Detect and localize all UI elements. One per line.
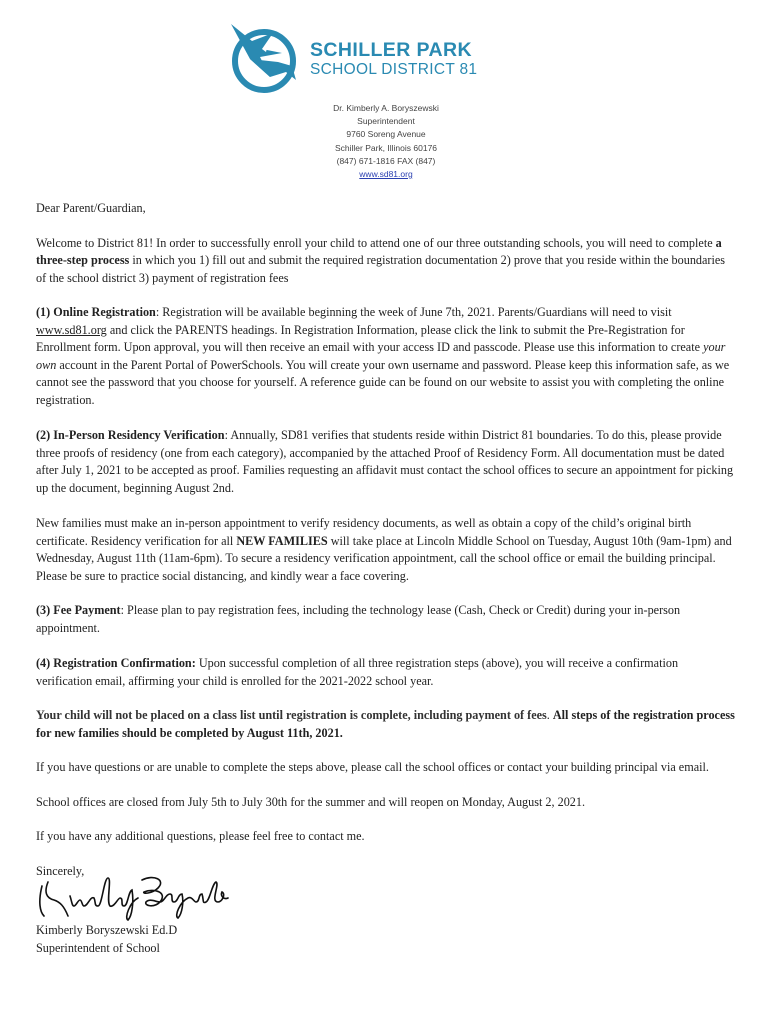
additional-questions-paragraph: If you have any additional questions, please feel free to contact me.	[36, 829, 365, 843]
superintendent-name: Dr. Kimberly A. Boryszewski	[333, 103, 439, 113]
logo-name-line: SCHILLER PARK	[310, 39, 472, 61]
office-closure-paragraph: School offices are closed from July 5th to July 30th for the summer and will reopen on Monday, August 2, 2021.	[36, 794, 586, 809]
superintendent-title: Superintendent	[357, 116, 415, 127]
eagle-logo-icon	[226, 22, 308, 96]
handwritten-signature	[34, 872, 230, 922]
step1-paragraph: (1) Online Registration: Registration will be available beginning the week of June 7th, 2021. Parents/Guardians will need to visit www.sd81.org and click the PARENTS headings. In Registration Information, please click the link to submit the Pre-Registration for Enrollment form. Upon approval, you will then receive an email with your access ID and passcode. Please use this information to create your own account in the Parent Portal of PowerSchools. You will create your own username and password. Please keep this information safe, as we cannot see the password that you choose for yourself. A reference guide can be found on our website to assist you with completing the online registration.	[36, 305, 730, 407]
sd81-link[interactable]: www.sd81.org	[36, 322, 107, 337]
street-address: 9760 Soreng Avenue	[346, 129, 426, 140]
intro-paragraph: Welcome to District 81! In order to successfully enroll your child to attend one of our three outstanding schools, you will need to complete a three-step process in which you 1) fill out and submit the required registration documentation 2) prove that you reside within the boundaries of the school district 3) payment of registration fees	[36, 235, 726, 285]
step2-heading: (2) In-Person Residency Verification	[36, 428, 225, 442]
district-logo	[226, 22, 478, 96]
step3-paragraph: (3) Fee Payment: Please plan to pay registration fees, including the technology lease (Cash, Check or Credit) during your in-person appointment.	[36, 603, 681, 635]
letterhead-contact	[250, 102, 522, 181]
letter-body	[36, 200, 736, 897]
step4-heading: (4) Registration Confirmation:	[36, 656, 196, 670]
website-link[interactable]: www.sd81.org	[359, 169, 413, 180]
signer-title: Superintendent of School	[36, 940, 160, 955]
logo-district-line: SCHOOL DISTRICT 81	[310, 61, 478, 78]
questions-paragraph: If you have questions or are unable to complete the steps above, please call the school offices or contact your building principal via email.	[36, 760, 709, 774]
step2-paragraph: (2) In-Person Residency Verification: Annually, SD81 verifies that students reside within District 81 boundaries. To do this, please provide three proofs of residency (one from each category), accompanied by the attached Proof of Residency Form. All documentation must be dated after July 1, 2021 to be accepted as proof. Families requesting an affidavit must contact the school offices to secure an appointment for picking up the document, beginning August 2nd.	[36, 428, 734, 495]
closing: Sincerely,	[36, 863, 85, 878]
step4-paragraph: (4) Registration Confirmation: Upon successful completion of all three registration steps (above), you will receive a confirmation verification email, affirming your child is enrolled for the 2021-2022 school year.	[36, 656, 679, 688]
signature-block	[36, 922, 177, 957]
step3-heading: (3) Fee Payment	[36, 603, 121, 617]
signer-name: Kimberly Boryszewski Ed.D	[36, 923, 178, 937]
city-address: Schiller Park, Illinois 60176	[334, 142, 438, 153]
step1-heading: (1) Online Registration	[36, 305, 156, 319]
important-notice: Your child will not be placed on a class list until registration is complete, including payment of fees. All steps of the registration process for new families should be completed by August 11th, 2021.	[36, 708, 735, 740]
new-families-paragraph: New families must make an in-person appointment to verify residency documents, as well as obtain a copy of the child’s original birth certificate. Residency verification for all NEW FAMILIES will take place at Lincoln Middle School on Tuesday, August 10th (9am-1pm) and Wednesday, August 11th (11am-6pm). To secure a residency verification appointment, call the school office or email the building principal. Please be sure to practice social distancing, and kindly wear a face covering.	[36, 516, 732, 583]
phone-fax: (847) 671-1816 FAX (847)	[336, 155, 436, 166]
greeting: Dear Parent/Guardian,	[36, 201, 146, 215]
